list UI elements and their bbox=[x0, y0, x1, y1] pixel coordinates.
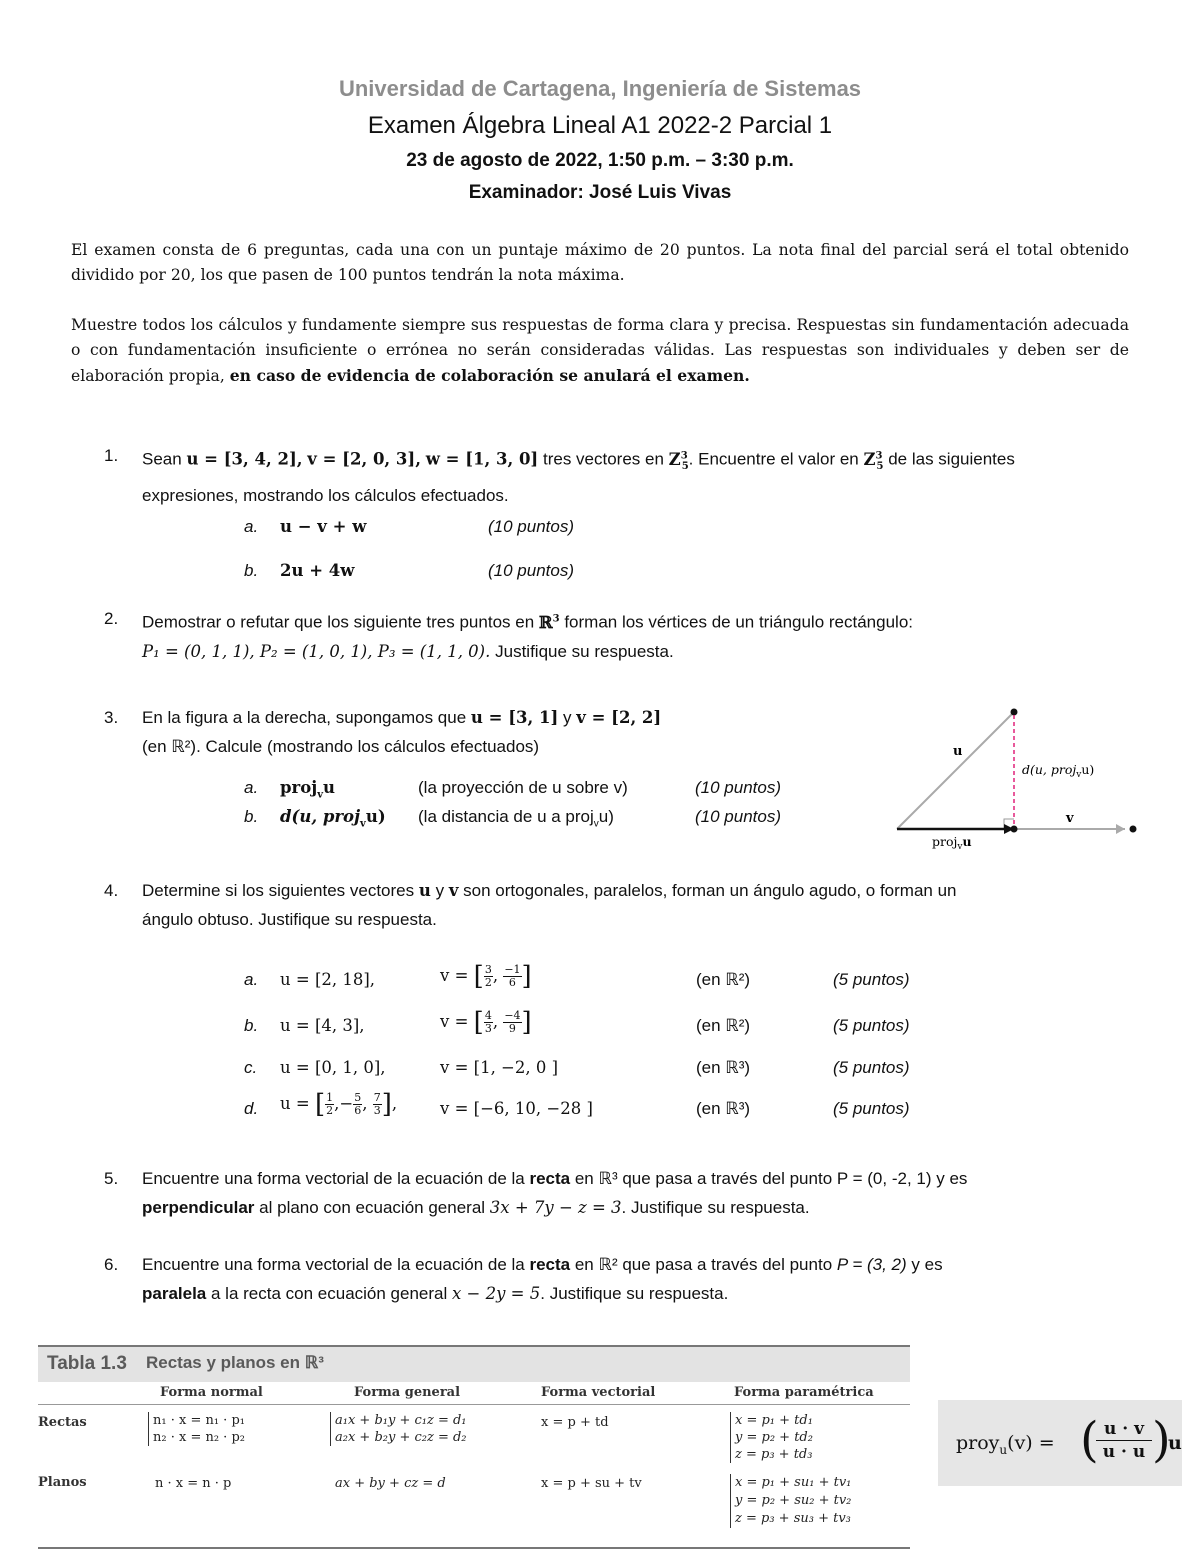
item-label: a. bbox=[244, 517, 259, 536]
planos-vectorial: x = p + su + tv bbox=[541, 1476, 642, 1491]
bracket-close: ] bbox=[381, 1089, 392, 1120]
label-projection-sub: v bbox=[957, 842, 963, 852]
q6-text-d: a la recta con ecuación general bbox=[211, 1284, 448, 1303]
q1-space-letter-2: Z bbox=[863, 449, 876, 469]
denominator: 2 bbox=[484, 976, 492, 989]
q4-vector-u: u bbox=[418, 881, 431, 900]
q4-item-d bbox=[244, 1090, 944, 1130]
q5-recta: recta bbox=[529, 1169, 571, 1188]
column-header: Forma vectorial bbox=[541, 1385, 656, 1400]
q3-item-b bbox=[244, 807, 844, 830]
question-6 bbox=[104, 1250, 1104, 1310]
q6-text-b: en ℝ² que pasa a través del punto bbox=[574, 1255, 833, 1274]
normal-eq: n₂ · x = n₂ · p₂ bbox=[153, 1430, 245, 1445]
label-projection-main: proj bbox=[932, 834, 958, 849]
item-label: a. bbox=[244, 970, 259, 989]
q5-text-a: Encuentre una forma vectorial de la ecuación de la bbox=[142, 1169, 525, 1188]
label-v: v bbox=[1066, 811, 1074, 826]
q2-space-sup: 3 bbox=[552, 613, 560, 624]
vector-u-tip bbox=[1011, 709, 1018, 716]
item-label: d. bbox=[244, 1099, 259, 1118]
fraction-3 bbox=[373, 1092, 382, 1117]
q4-item-b bbox=[244, 1008, 944, 1048]
header-divider bbox=[38, 1404, 910, 1405]
formula-fraction bbox=[1096, 1418, 1152, 1463]
general-eq: a₁x + b₁y + c₁z = d₁ bbox=[335, 1413, 467, 1428]
expr-sub: v bbox=[360, 818, 366, 830]
numerator: 4 bbox=[484, 1009, 492, 1022]
examiner: Examinador: José Luis Vivas bbox=[468, 182, 732, 203]
item-vector-u: u = [4, 3], bbox=[280, 1016, 365, 1035]
question-number: 4. bbox=[104, 881, 119, 900]
denominator: 6 bbox=[354, 1104, 362, 1117]
q1-vector-u: u = [3, 4, 2], bbox=[186, 449, 303, 469]
q5-equation: 3x + 7y − z = 3 bbox=[489, 1198, 622, 1217]
item-label: b. bbox=[244, 807, 259, 826]
numerator: −1 bbox=[504, 963, 521, 976]
question-number: 5. bbox=[104, 1169, 119, 1188]
question-text bbox=[142, 604, 1122, 666]
item-points: (10 puntos) bbox=[488, 561, 574, 580]
q2-text-b: forman los vértices de un triángulo rectángulo: bbox=[564, 612, 914, 632]
item-label: c. bbox=[244, 1058, 258, 1077]
university-title: Universidad de Cartagena, Ingeniería de Sistemas bbox=[338, 76, 862, 101]
q2-points: P₁ = (0, 1, 1), P₂ = (1, 0, 1), P₃ = (1, 1, 0). bbox=[142, 641, 491, 661]
fraction-1 bbox=[325, 1092, 334, 1117]
table-number: Tabla 1.3 bbox=[47, 1353, 127, 1374]
vector-v-arrowhead bbox=[1116, 824, 1125, 834]
q1-space-2 bbox=[863, 449, 884, 472]
expr-main: proj bbox=[280, 778, 318, 797]
q1-text-b: tres vectores en bbox=[542, 449, 664, 469]
label-distance-main: d(u, proj bbox=[1022, 762, 1077, 777]
label-distance-end: u) bbox=[1081, 762, 1095, 777]
q5-perpendicular: perpendicular bbox=[142, 1198, 255, 1217]
formula-numerator: u · v bbox=[1096, 1418, 1152, 1441]
label-projection bbox=[932, 834, 972, 852]
item-expression bbox=[280, 778, 335, 800]
q4-text-b: son ortogonales, paralelos, forman un ángulo agudo, o forman un bbox=[463, 881, 957, 900]
v-prefix: v = bbox=[440, 966, 469, 985]
item-points: (10 puntos) bbox=[695, 807, 781, 826]
q1-space-sup-2: 3 bbox=[875, 450, 883, 461]
q4-text-a: Determine si los siguientes vectores bbox=[142, 881, 415, 900]
projection-tip bbox=[1011, 826, 1018, 833]
rectas-general bbox=[330, 1412, 467, 1446]
param-eq: z = p₃ + td₃ bbox=[735, 1447, 813, 1462]
q1-text-e: expresiones, mostrando los cálculos efectuados. bbox=[142, 485, 509, 505]
q4-item-c bbox=[244, 1050, 944, 1086]
param-eq: y = p₂ + su₂ + tv₂ bbox=[735, 1493, 852, 1508]
desc-sub: v bbox=[593, 818, 599, 830]
column-header: Forma general bbox=[354, 1385, 461, 1400]
label-distance-sub: v bbox=[1076, 770, 1082, 780]
planos-parametric bbox=[730, 1474, 851, 1528]
planos-normal: n · x = n · p bbox=[155, 1476, 232, 1491]
item-space: (en ℝ²) bbox=[696, 970, 751, 989]
denominator: 3 bbox=[373, 1104, 381, 1117]
item-points: (10 puntos) bbox=[488, 517, 574, 536]
item-points: (5 puntos) bbox=[833, 1016, 910, 1035]
q2-text-a: Demostrar o refutar que los siguiente tres puntos en bbox=[142, 612, 535, 632]
param-eq: z = p₃ + su₃ + tv₃ bbox=[735, 1511, 851, 1526]
formula-lhs-arg: (v) = bbox=[1007, 1432, 1055, 1454]
vector-v-tip bbox=[1130, 826, 1137, 833]
q2-space-letter: ℝ bbox=[538, 612, 553, 632]
item-points: (10 puntos) bbox=[695, 778, 781, 797]
item-description bbox=[418, 807, 614, 829]
item-label: a. bbox=[244, 778, 259, 797]
formula-lhs bbox=[956, 1432, 1055, 1457]
item-vector-v: v = [ $\frac{3}{2}$ , $\frac{-1}{6}$ ] bbox=[440, 961, 532, 992]
denominator: 9 bbox=[508, 1022, 516, 1035]
intro-paragraph-1: El examen consta de 6 preguntas, cada una con un puntaje máximo de 20 puntos. La nota final del parcial será el total obtenido dividido por 20, los que pasen de 100 puntos tendrán la nota máxima. bbox=[71, 241, 1129, 284]
item-space: (en ℝ³) bbox=[696, 1058, 751, 1077]
param-eq: x = p₁ + su₁ + tv₁ bbox=[735, 1475, 852, 1490]
formula-lhs-sub: u bbox=[999, 1442, 1008, 1457]
desc-main: (la distancia de u a proj bbox=[418, 807, 594, 826]
lines-planes-table bbox=[38, 1382, 910, 1550]
question-text bbox=[142, 876, 1122, 934]
projection-figure bbox=[880, 695, 1150, 860]
q6-text-c: y es bbox=[911, 1255, 943, 1274]
q1-space-sub: 5 bbox=[681, 460, 689, 472]
intro-p2-bold: en caso de evidencia de colaboración se anulará el examen. bbox=[229, 366, 750, 385]
q4-item-a bbox=[244, 962, 944, 1002]
numerator: 1 bbox=[326, 1091, 334, 1104]
q1-space bbox=[668, 449, 689, 472]
table-header-bar bbox=[38, 1345, 910, 1382]
q1-space-letter: Z bbox=[668, 449, 681, 469]
expr-end: u bbox=[323, 778, 336, 797]
planos-general: ax + by + cz = d bbox=[335, 1476, 446, 1491]
q6-paralela: paralela bbox=[142, 1284, 207, 1303]
general-eq: a₂x + b₂y + c₂z = d₂ bbox=[335, 1430, 467, 1445]
q4-vector-v: v bbox=[448, 881, 459, 900]
q6-text-a: Encuentre una forma vectorial de la ecuación de la bbox=[142, 1255, 525, 1274]
u-prefix: u = bbox=[280, 1094, 310, 1113]
q1-text-d: de las siguientes bbox=[888, 449, 1015, 469]
bracket-open: [ bbox=[473, 1007, 484, 1038]
item-points: (5 puntos) bbox=[833, 970, 910, 989]
denominator: 6 bbox=[508, 976, 516, 989]
q6-recta: recta bbox=[529, 1255, 571, 1274]
q3-item-a bbox=[244, 778, 844, 801]
fraction-2 bbox=[503, 1010, 521, 1035]
expr-end: u) bbox=[365, 807, 386, 826]
formula-rhs: u bbox=[1168, 1432, 1182, 1454]
item-vector-v: v = [−6, 10, −28 ] bbox=[440, 1099, 593, 1118]
item-vector-u: u = [2, 18], bbox=[280, 970, 376, 989]
numerator: 7 bbox=[373, 1091, 381, 1104]
fraction-1 bbox=[484, 1010, 493, 1035]
q4-text-c: ángulo obtuso. Justifique su respuesta. bbox=[142, 910, 437, 929]
formula-denominator: u · u bbox=[1102, 1442, 1146, 1462]
label-u: u bbox=[953, 744, 963, 759]
q2-space bbox=[539, 613, 560, 632]
bracket-close: ] bbox=[521, 961, 532, 992]
expr-sub: v bbox=[317, 789, 324, 801]
question-text bbox=[142, 1164, 1122, 1222]
item-expression bbox=[280, 807, 386, 829]
question-2 bbox=[104, 604, 1104, 664]
label-distance bbox=[1022, 762, 1094, 780]
q3-text-b: (en ℝ²). Calcule (mostrando los cálculos efectuados) bbox=[142, 737, 540, 756]
q6-equation: x − 2y = 5 bbox=[452, 1284, 541, 1303]
q3-vector-u: u = [3, 1] bbox=[470, 708, 559, 727]
denominator: 2 bbox=[326, 1104, 334, 1117]
question-number: 3. bbox=[104, 708, 119, 727]
question-1 bbox=[104, 441, 1104, 505]
q3-vector-v: v = [2, 2] bbox=[576, 708, 662, 727]
fraction-1 bbox=[484, 964, 493, 989]
exam-title: Examen Álgebra Lineal A1 2022-2 Parcial 1 bbox=[367, 112, 833, 139]
item-vector-u: u = [0, 1, 0], bbox=[280, 1058, 386, 1077]
column-header: Forma paramétrica bbox=[734, 1385, 874, 1400]
intro-p2-text: Muestre todos los cálculos y fundamente siempre sus respuestas de forma clara y precisa. Respuestas sin fundamentación adecuada o con fundamentación insuficiente o errónea no serán consideradas válidas. Las respuestas son individuales y deben ser de elaboración propia, bbox=[71, 316, 1129, 385]
v-prefix: v = bbox=[440, 1012, 469, 1031]
q4-and: y bbox=[435, 881, 445, 900]
question-text bbox=[142, 441, 1122, 510]
question-4 bbox=[104, 876, 1104, 936]
expr-main: d(u, proj bbox=[280, 807, 361, 826]
fraction-2 bbox=[353, 1092, 362, 1117]
item-expression: u − v + w bbox=[280, 517, 367, 536]
numerator: 5 bbox=[354, 1091, 362, 1104]
question-number: 1. bbox=[104, 446, 119, 465]
question-5 bbox=[104, 1164, 1104, 1224]
label-projection-end: u bbox=[962, 834, 972, 849]
item-description: (la proyección de u sobre v) bbox=[418, 778, 628, 797]
q1-text-a: Sean bbox=[142, 449, 182, 469]
question-number: 6. bbox=[104, 1255, 119, 1274]
table-bottom-rule bbox=[38, 1547, 910, 1549]
q5-text-b: en ℝ³ que pasa a través del punto P = (0, -2, 1) y es bbox=[574, 1169, 968, 1188]
q6-point: P = (3, 2) bbox=[836, 1255, 907, 1274]
item-vector-v: v = [1, −2, 0 ] bbox=[440, 1058, 559, 1077]
bracket-open: [ bbox=[314, 1089, 326, 1120]
item-space: (en ℝ³) bbox=[696, 1099, 751, 1118]
q5-text-c: al plano con ecuación general bbox=[259, 1198, 486, 1217]
q1-item-a bbox=[244, 517, 574, 537]
q5-text-d: . Justifique su respuesta. bbox=[621, 1198, 810, 1217]
q3-and: y bbox=[563, 708, 572, 727]
paren-close: ) bbox=[1152, 1412, 1171, 1468]
q6-text-e: . Justifique su respuesta. bbox=[540, 1284, 729, 1303]
fraction-2 bbox=[503, 964, 521, 989]
q1-text-c: . Encuentre el valor en bbox=[688, 449, 859, 469]
bracket-close: ] bbox=[521, 1007, 532, 1038]
item-label: b. bbox=[244, 561, 259, 580]
item-label: b. bbox=[244, 1016, 259, 1035]
row-label: Planos bbox=[38, 1475, 87, 1490]
question-text bbox=[142, 1250, 1122, 1308]
item-points: (5 puntos) bbox=[833, 1099, 910, 1118]
q3-text-a: En la figura a la derecha, supongamos que bbox=[142, 708, 467, 727]
param-eq: y = p₂ + td₂ bbox=[735, 1430, 813, 1445]
row-label: Rectas bbox=[38, 1415, 87, 1430]
bracket-open: [ bbox=[473, 961, 484, 992]
q1-vector-v: v = [2, 0, 3], bbox=[307, 449, 421, 469]
paren-open: ( bbox=[1080, 1412, 1099, 1468]
intro-paragraph-2 bbox=[71, 313, 1129, 389]
desc-end: u) bbox=[598, 807, 614, 826]
rectas-vectorial: x = p + td bbox=[541, 1415, 609, 1430]
q1-space-sup: 3 bbox=[680, 450, 688, 461]
numerator: 3 bbox=[484, 963, 492, 976]
denominator: 3 bbox=[484, 1022, 492, 1035]
param-eq: x = p₁ + td₁ bbox=[735, 1413, 813, 1428]
formula-lhs-main: proy bbox=[956, 1432, 1000, 1454]
numerator: −4 bbox=[504, 1009, 521, 1022]
q1-vector-w: w = [1, 3, 0] bbox=[425, 449, 539, 469]
projection-formula bbox=[938, 1400, 1182, 1486]
item-vector-v: v = [ $\frac{4}{3}$ , $\frac{-4}{9}$ ] bbox=[440, 1007, 532, 1038]
normal-eq: n₁ · x = n₁ · p₁ bbox=[153, 1413, 245, 1428]
item-expression: 2u + 4w bbox=[280, 561, 355, 580]
column-header: Forma normal bbox=[160, 1385, 263, 1400]
rectas-normal bbox=[148, 1412, 245, 1446]
q1-space-sub-2: 5 bbox=[876, 460, 884, 472]
vector-u-line bbox=[897, 712, 1014, 829]
question-number: 2. bbox=[104, 609, 119, 628]
table-title: Rectas y planos en ℝ³ bbox=[146, 1353, 324, 1372]
rectas-parametric bbox=[730, 1412, 813, 1463]
q2-text-c: Justifique su respuesta. bbox=[495, 641, 674, 661]
item-points: (5 puntos) bbox=[833, 1058, 910, 1077]
q1-item-b bbox=[244, 561, 574, 581]
exam-date: 23 de agosto de 2022, 1:50 p.m. – 3:30 p.m. bbox=[406, 150, 794, 171]
item-vector-u: u = [ $\frac{1}{2}$ ,− $\frac{5}{6}$ , $\frac{7}{3}$ ], bbox=[280, 1089, 398, 1120]
item-space: (en ℝ²) bbox=[696, 1016, 751, 1035]
